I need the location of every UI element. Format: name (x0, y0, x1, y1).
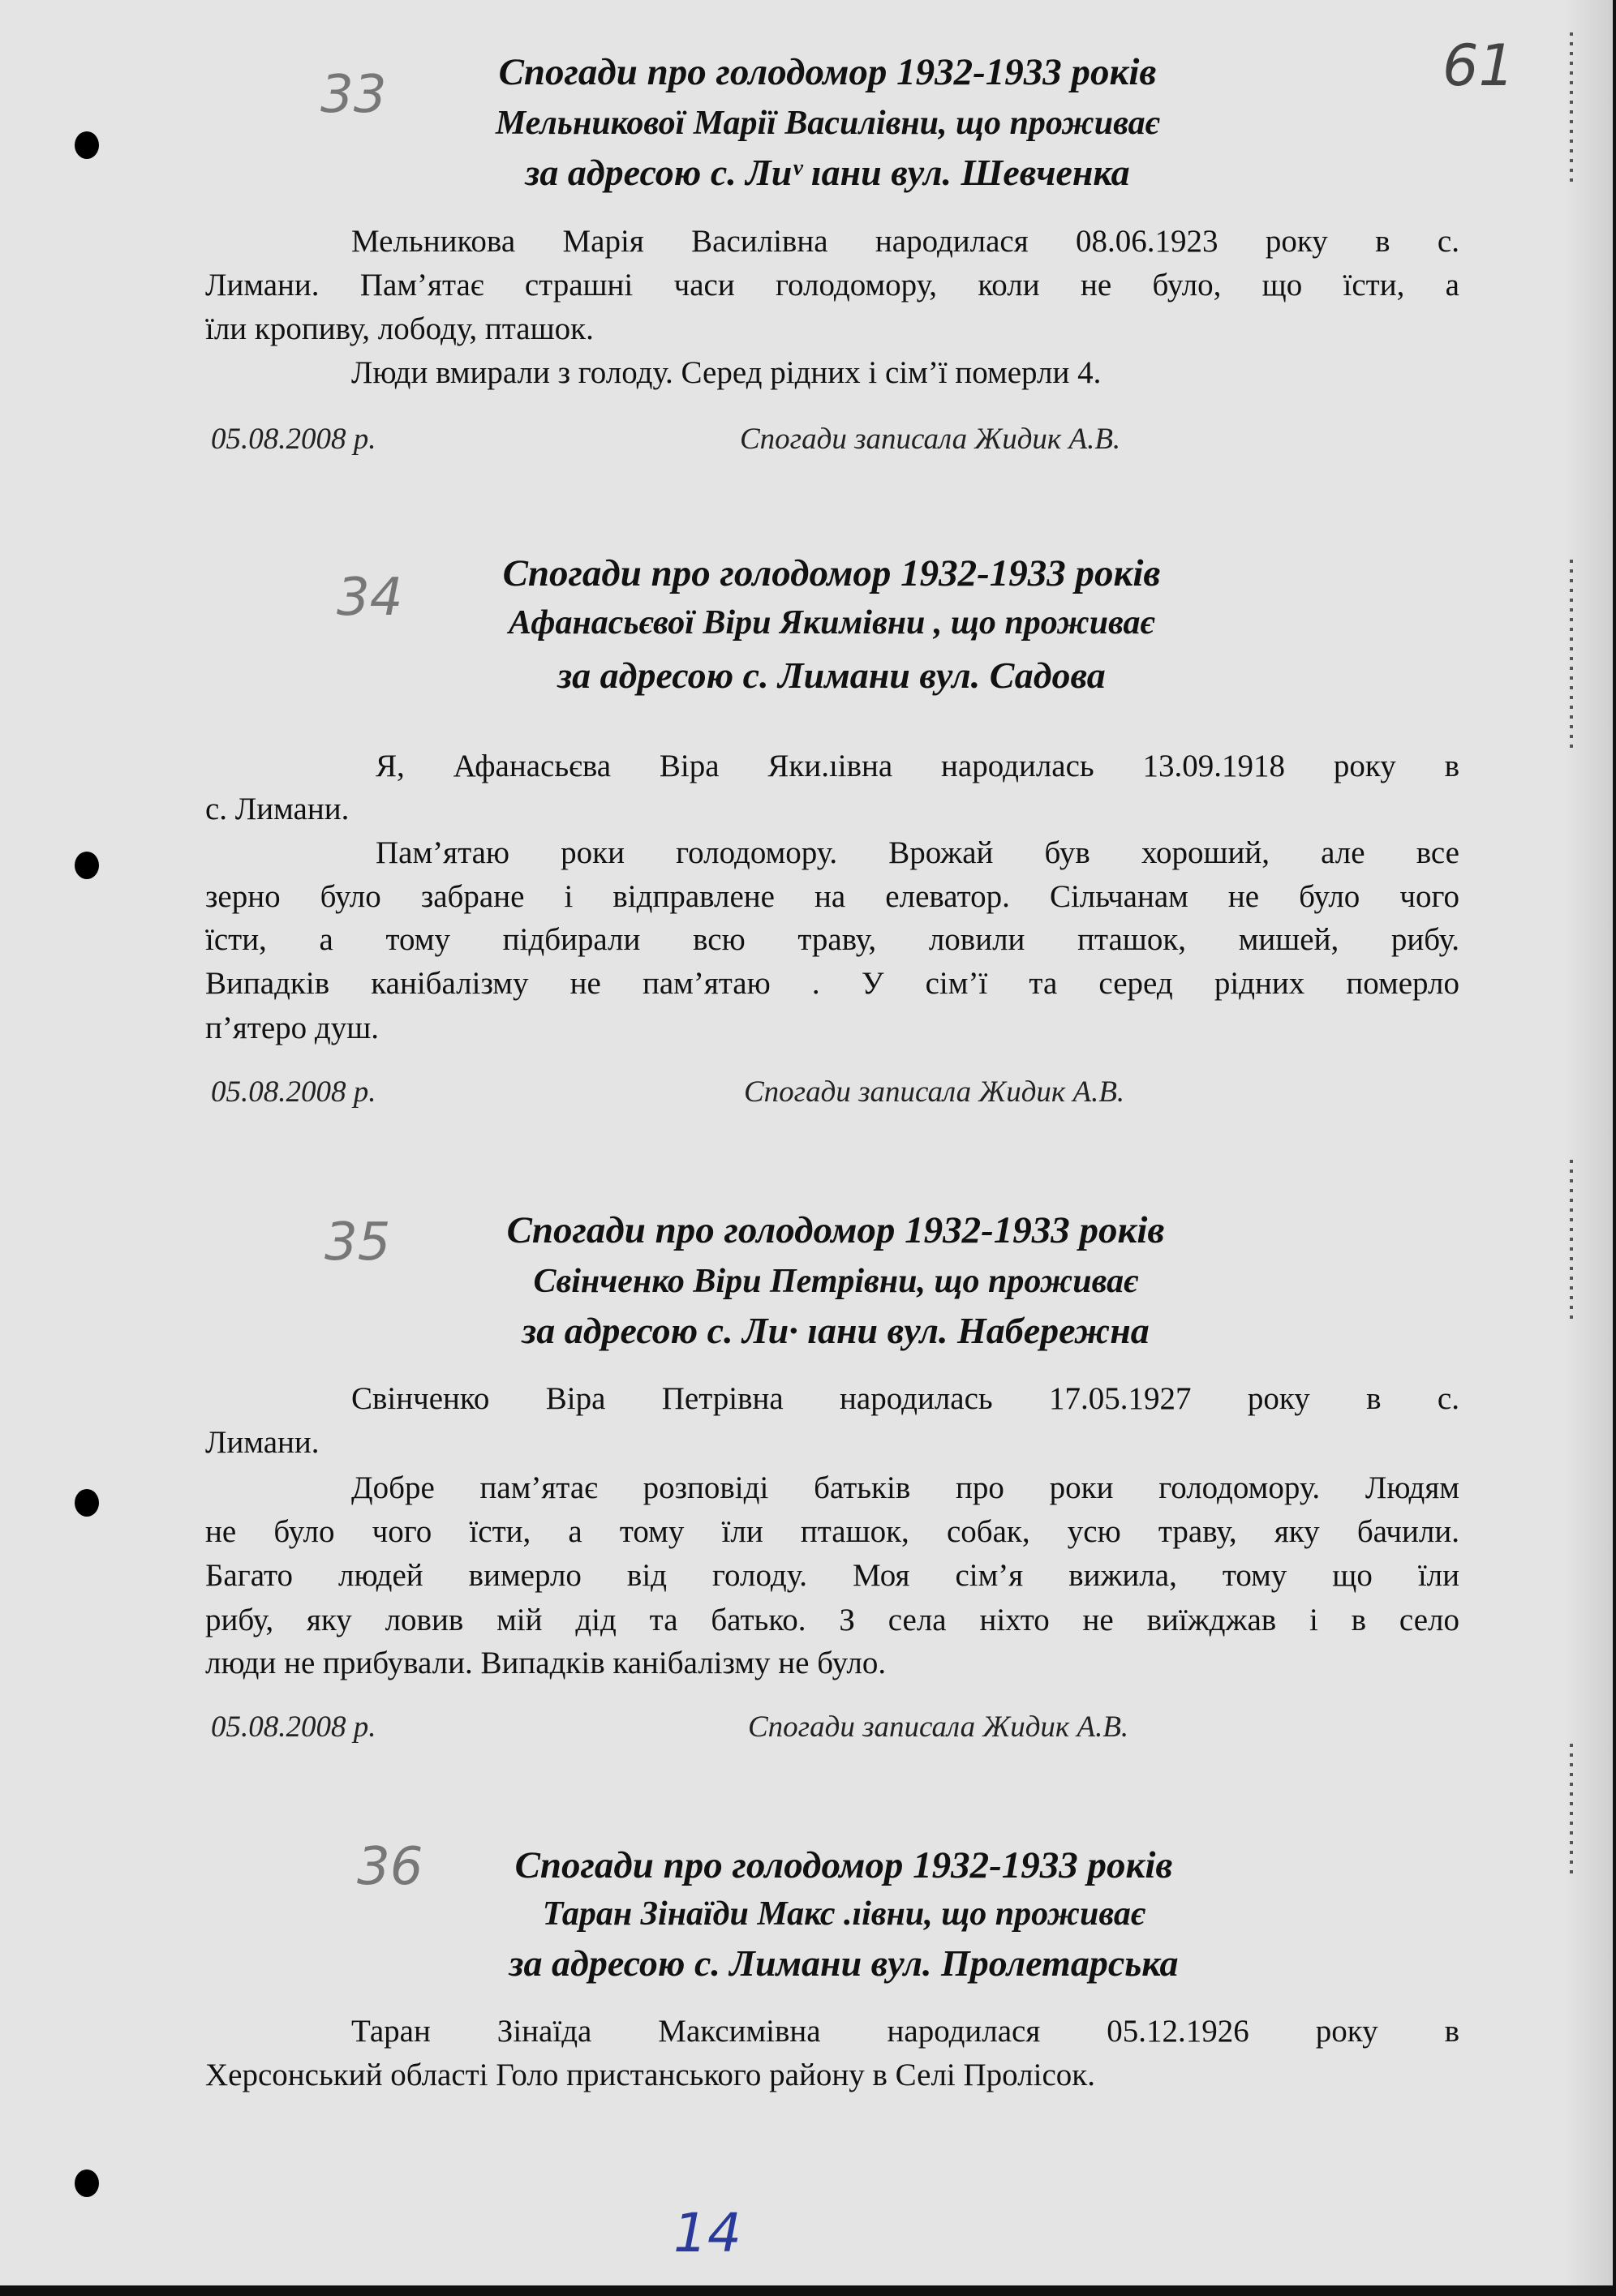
record-date: 05.08.2008 р. (211, 423, 376, 456)
body-text-line: люди не прибували. Випадків канібалізму не було. (205, 1646, 887, 1680)
section-number-handwritten: 33 (320, 65, 387, 125)
section-number-handwritten: 34 (337, 568, 403, 628)
section-address: за адресою с. Лимани вул. Пролетарська (509, 1942, 1179, 1984)
page-number-handwritten: 14 (673, 2202, 741, 2264)
section-title: Спогади про голодомор 1932-1933 років (502, 552, 1161, 594)
body-text-line: п’ятеро душ. (205, 1011, 380, 1045)
body-text-line: Мельникова Марія Василівна народилася 08.06.1923 року в с. (351, 224, 1459, 259)
body-text-line: Випадків канібалізму не пам’ятаю . У сім’ї та серед рідних померло (205, 966, 1459, 1001)
section-title: Спогади про голодомор 1932-1933 років (498, 51, 1157, 93)
recorder-signature-line: Спогади записала Жидик А.В. (744, 1075, 1125, 1109)
body-text-line: їсти, а тому підбирали всю траву, ловили пташок, мишей, рибу. (205, 922, 1459, 957)
body-text-line: Свінченко Віра Петрівна народилась 17.05.1927 року в с. (351, 1381, 1459, 1416)
section-subject: Таран Зінаїди Макс .ıівни, що проживає (542, 1895, 1145, 1933)
section-subject: Афанасьєвої Віри Якимівни , що проживає (509, 604, 1154, 642)
recorder-signature-line: Спогади записала Жидик А.В. (740, 423, 1121, 456)
section-address: за адресою с. Ли· ıани вул. Набережна (522, 1310, 1150, 1351)
punch-hole (75, 852, 99, 879)
body-text-line: Лимани. (205, 1425, 320, 1460)
body-text-line: с. Лимани. (205, 792, 350, 826)
body-text-line: рибу, яку ловив мій дід та батько. З села ніхто не виїжджав і в село (205, 1603, 1459, 1637)
body-text-line: Добре пам’ятає розповіді батьків про роки голодомору. Людям (351, 1470, 1459, 1505)
body-text-line: Я, Афанасьєва Віра Яки.ıівна народилась 13.09.1918 року в (376, 749, 1459, 783)
record-date: 05.08.2008 р. (211, 1710, 376, 1744)
section-title: Спогади про голодомор 1932-1933 років (506, 1209, 1165, 1251)
section-number-handwritten: 36 (357, 1837, 423, 1897)
punch-hole (75, 2169, 99, 2197)
body-text-line: не було чого їсти, а тому їли пташок, собак, усю траву, яку бачили. (205, 1514, 1459, 1549)
body-text-line: їли кропиву, лободу, пташок. (205, 311, 594, 346)
body-text-line: Люди вмирали з голоду. Серед рідних і сім’ї померли 4. (351, 355, 1102, 390)
folio-number-handwritten: 61 (1442, 32, 1515, 99)
punch-hole (75, 1489, 99, 1517)
section-address: за адресою с. Лиᵛ ıани вул. Шевченка (525, 152, 1130, 193)
section-address: за адресою с. Лимани вул. Садова (557, 654, 1106, 696)
body-text-line: Лимани. Пам’ятає страшні часи голодомору, коли не було, що їсти, а (205, 268, 1459, 303)
body-text-line: Таран Зінаїда Максимівна народилася 05.12.1926 року в (351, 2014, 1459, 2049)
body-text-line: Херсонський області Голо пристанського району в Селі Пролісок. (205, 2058, 1095, 2092)
body-text-line: Пам’ятаю роки голодомору. Врожай був хороший, але все (376, 835, 1459, 870)
section-subject: Свінченко Віри Петрівни, що проживає (533, 1263, 1138, 1300)
section-subject: Мельникової Марії Василівни, що проживає (495, 105, 1160, 142)
body-text-line: зерно було забране і відправлене на елеватор. Сільчанам не було чого (205, 879, 1459, 914)
body-text-line: Багато людей вимерло від голоду. Моя сім’я вижила, тому що їли (205, 1558, 1459, 1593)
section-title: Спогади про голодомор 1932-1933 років (514, 1844, 1173, 1886)
recorder-signature-line: Спогади записала Жидик А.В. (748, 1710, 1129, 1744)
section-number-handwritten: 35 (324, 1212, 391, 1272)
record-date: 05.08.2008 р. (211, 1075, 376, 1109)
